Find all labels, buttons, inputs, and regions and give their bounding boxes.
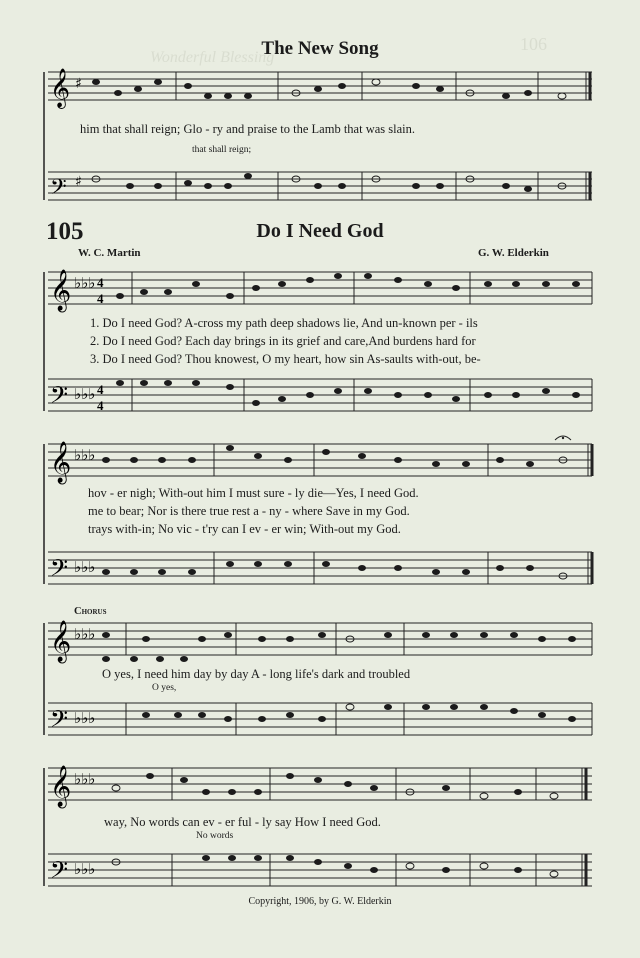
- chorus-label: Chorus: [74, 606, 107, 617]
- svg-text:𝄞: 𝄞: [50, 442, 72, 483]
- svg-text:♭♭♭: ♭♭♭: [74, 709, 96, 727]
- svg-text:4: 4: [97, 398, 104, 413]
- chorus-echo-1: O yes,: [152, 683, 177, 693]
- svg-text:𝄢: 𝄢: [50, 175, 67, 205]
- composer: G. W. Elderkin: [478, 247, 549, 259]
- verse-2-line-1: 2. Do I need God? Each day brings in its grief and care,And burdens hard for: [90, 334, 476, 348]
- chorus-lyric-1: O yes, I need him day by day A - long life's dark and troubled: [102, 667, 411, 681]
- svg-text:𝄞: 𝄞: [50, 766, 72, 807]
- svg-text:𝄞: 𝄞: [50, 270, 72, 311]
- verse-3-line-1: 3. Do I need God? Thou knowest, O my heart, how sin As-saults with-out, be-: [90, 352, 481, 366]
- chorus-echo-2: No words: [196, 831, 234, 841]
- svg-text:𝄢: 𝄢: [50, 381, 69, 414]
- svg-text:4: 4: [97, 275, 104, 290]
- prev-song-score: [0, 68, 640, 218]
- svg-text:𝄢: 𝄢: [50, 856, 69, 889]
- svg-text:♭♭♭: ♭♭♭: [74, 770, 96, 788]
- verse-2-line-2: me to bear; Nor is there true rest a - ny - where Save in my God.: [88, 504, 410, 518]
- svg-text:♯: ♯: [75, 174, 82, 190]
- svg-text:♭♭♭: ♭♭♭: [74, 274, 96, 292]
- svg-text:Wonderful Blessing: Wonderful Blessing: [150, 49, 275, 66]
- lyricist: W. C. Martin: [78, 247, 141, 259]
- svg-text:♭♭♭: ♭♭♭: [74, 385, 96, 403]
- svg-text:𝄢: 𝄢: [50, 705, 69, 738]
- svg-text:𝄞: 𝄞: [50, 68, 71, 108]
- svg-text:♭♭♭: ♭♭♭: [74, 558, 96, 576]
- prev-song-title: The New Song: [261, 38, 379, 59]
- svg-text:♯: ♯: [75, 76, 82, 92]
- hymn-number: 105: [46, 218, 84, 245]
- copyright: Copyright, 1906, by G. W. Elderkin: [248, 896, 392, 907]
- verse-1-line-2: hov - er nigh; With-out him I must sure - ly die—Yes, I need God.: [88, 486, 419, 500]
- verse-3-line-2: trays with-in; No vic - t'ry can I ev - er win; With-out my God.: [88, 522, 401, 536]
- svg-text:106: 106: [520, 34, 547, 54]
- hymn-title: Do I Need God: [256, 220, 384, 242]
- svg-text:♭♭♭: ♭♭♭: [74, 446, 96, 464]
- svg-text:♭♭♭: ♭♭♭: [74, 860, 96, 878]
- svg-text:4: 4: [97, 291, 104, 306]
- prev-song-echo: that shall reign;: [192, 145, 252, 155]
- svg-text:𝄞: 𝄞: [50, 621, 72, 662]
- svg-text:♭♭♭: ♭♭♭: [74, 625, 96, 643]
- chorus-lyric-2: way, No words can ev - er ful - ly say How I need God.: [104, 815, 381, 829]
- svg-text:4: 4: [97, 382, 104, 397]
- svg-text:𝄢: 𝄢: [50, 554, 69, 587]
- verse-1-line-1: 1. Do I need God? A-cross my path deep shadows lie, And un-known per - ils: [90, 316, 478, 330]
- prev-song-lyric: him that shall reign; Glo - ry and praise to the Lamb that was slain.: [80, 122, 415, 136]
